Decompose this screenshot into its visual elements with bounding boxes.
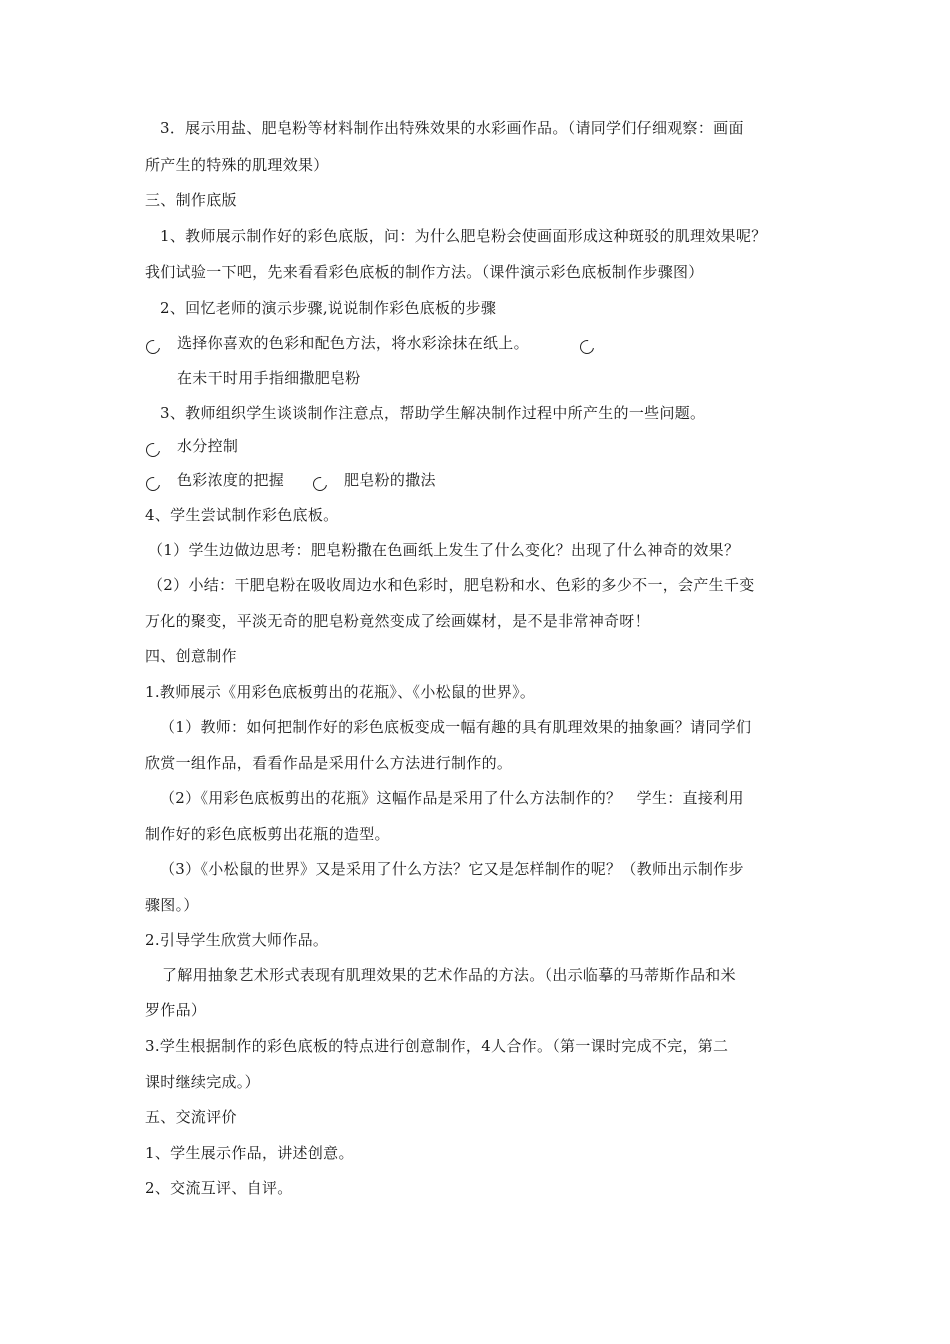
- paragraph-line: 1.教师展示《用彩色底板剪出的花瓶》、《小松鼠的世界》。: [145, 683, 536, 701]
- paragraph-line: 3.学生根据制作的彩色底板的特点进行创意制作，4人合作。（第一课时完成不完，第二: [145, 1037, 729, 1055]
- paragraph-line: 4、学生尝试制作彩色底板。: [145, 506, 339, 524]
- section-heading: 三、制作底版: [145, 191, 237, 209]
- circle-bullet-icon: [310, 474, 329, 493]
- paragraph-line: 欣赏一组作品，看看作品是采用什么方法进行制作的。: [145, 754, 513, 772]
- paragraph-line: 骤图。）: [145, 896, 199, 914]
- bullet-item: 色彩浓度的把握: [177, 471, 285, 489]
- bullet-item: 肥皂粉的撒法: [344, 471, 436, 489]
- circle-bullet-icon: [143, 474, 162, 493]
- paragraph-line: 课时继续完成。）: [145, 1073, 260, 1091]
- bullet-item: 选择你喜欢的色彩和配色方法，将水彩涂抹在纸上。: [177, 334, 529, 352]
- circle-bullet-icon: [577, 337, 596, 356]
- paragraph-line: 所产生的特殊的肌理效果）: [145, 156, 329, 174]
- paragraph-line: 1、学生展示作品，讲述创意。: [145, 1144, 354, 1162]
- paragraph-line: 3．展示用盐、肥皂粉等材料制作出特殊效果的水彩画作品。（请同学们仔细观察：画面: [160, 119, 744, 137]
- paragraph-line: 1、教师展示制作好的彩色底版，问：为什么肥皂粉会使画面形成这种斑驳的肌理效果呢？: [160, 227, 767, 245]
- paragraph-line: 我们试验一下吧，先来看看彩色底板的制作方法。（课件演示彩色底板制作步骤图）: [145, 263, 704, 281]
- section-heading: 五、交流评价: [145, 1108, 237, 1126]
- paragraph-line: 2、交流互评、自评。: [145, 1179, 293, 1197]
- paragraph-line: 制作好的彩色底板剪出花瓶的造型。: [145, 825, 390, 843]
- paragraph-line: （2）《用彩色底板剪出的花瓶》这幅作品是采用了什么方法制作的？ 学生：直接利用: [160, 789, 744, 807]
- paragraph-line: （2）小结：干肥皂粉在吸收周边水和色彩时，肥皂粉和水、色彩的多少不一，会产生千变: [148, 576, 755, 594]
- paragraph-line: 万化的聚变，平淡无奇的肥皂粉竟然变成了绘画媒材，是不是非常神奇呀！: [145, 612, 650, 630]
- section-heading: 四、创意制作: [145, 647, 237, 665]
- paragraph-line: 了解用抽象艺术形式表现有肌理效果的艺术作品的方法。（出示临摹的马蒂斯作品和米: [162, 966, 736, 984]
- paragraph-line: （3）《小松鼠的世界》又是采用了什么方法？它又是怎样制作的呢？（教师出示制作步: [160, 860, 744, 878]
- paragraph-line: 2.引导学生欣赏大师作品。: [145, 931, 329, 949]
- paragraph-line: 3、教师组织学生谈谈制作注意点，帮助学生解决制作过程中所产生的一些问题。: [160, 404, 706, 422]
- circle-bullet-icon: [143, 440, 162, 459]
- paragraph-line: （1）学生边做边思考：肥皂粉撒在色画纸上发生了什么变化？出现了什么神奇的效果？: [148, 541, 740, 559]
- paragraph-line: （1）教师：如何把制作好的彩色底板变成一幅有趣的具有肌理效果的抽象画？请同学们: [160, 718, 752, 736]
- bullet-item: 水分控制: [177, 437, 239, 455]
- paragraph-line: 罗作品）: [145, 1001, 207, 1019]
- circle-bullet-icon: [143, 337, 162, 356]
- bullet-item: 在未干时用手指细撒肥皂粉: [177, 369, 361, 387]
- paragraph-line: 2、回忆老师的演示步骤,说说制作彩色底板的步骤: [160, 299, 497, 317]
